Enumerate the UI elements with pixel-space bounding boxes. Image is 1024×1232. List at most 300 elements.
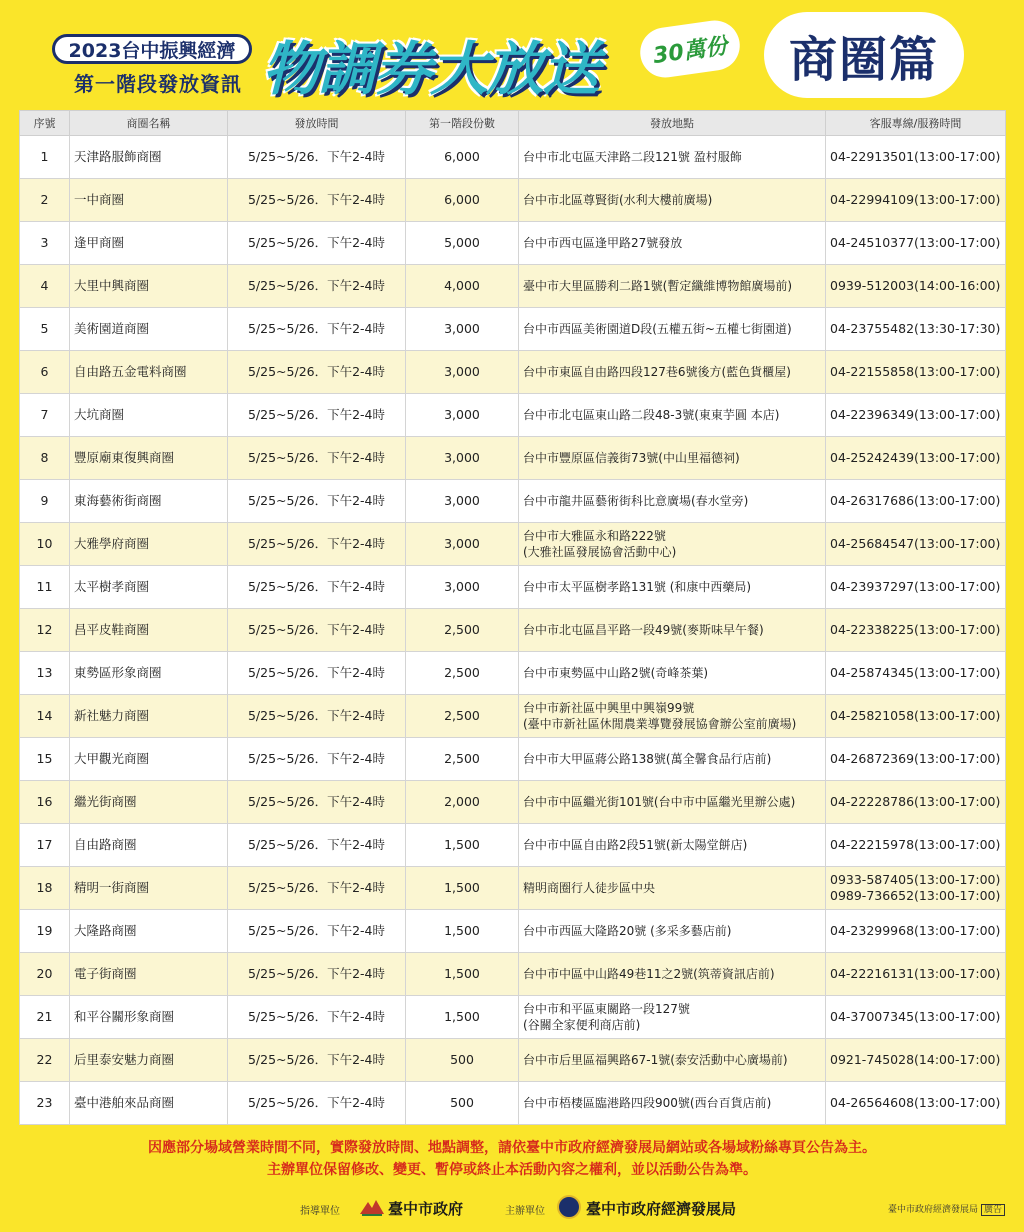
cell-time: [228, 781, 406, 824]
table-row: [20, 179, 1006, 222]
cell-phone-text: 04-22994109(13:00-17:00): [830, 192, 1001, 207]
cell-phone-text: 0989-736652(13:00-17:00): [830, 888, 1001, 903]
cell-qty: [406, 910, 519, 953]
cell-no-text: 7: [40, 407, 49, 422]
header: [0, 0, 1024, 108]
cell-address: [519, 781, 826, 824]
table-row: [20, 910, 1006, 953]
cell-qty: [406, 265, 519, 308]
cell-address: [519, 566, 826, 609]
cell-time-text: 5/25~5/26．下午2-4時: [247, 794, 386, 809]
cell-no-text: 11: [36, 579, 53, 594]
col-header-name: 商圈名稱: [70, 111, 228, 136]
cell-address: [519, 523, 826, 566]
table-row: [20, 609, 1006, 652]
col-header-no: 序號: [20, 111, 70, 136]
distribution-table: [19, 110, 1006, 1125]
cell-no-text: 13: [36, 665, 53, 680]
cell-phone-text: 04-23937297(13:00-17:00): [830, 579, 1001, 594]
cell-phone: [826, 351, 1006, 394]
cell-no-text: 4: [40, 278, 49, 293]
cell-no-text: 23: [36, 1095, 53, 1110]
cell-name-text: 東海藝術街商圈: [74, 493, 162, 508]
cell-name-text: 自由路五金電料商圈: [74, 364, 187, 379]
cell-phone: [826, 136, 1006, 179]
cell-name-text: 東勢區形象商圈: [74, 665, 162, 680]
cell-no-text: 1: [40, 149, 49, 164]
cell-no: [20, 910, 70, 953]
cell-time: [228, 136, 406, 179]
cell-time: [228, 910, 406, 953]
cell-address: [519, 308, 826, 351]
cell-address: [519, 1082, 826, 1125]
cell-phone-text: 04-25684547(13:00-17:00): [830, 536, 1001, 551]
cell-name-text: 豐原廟東復興商圈: [74, 450, 175, 465]
cell-address: [519, 222, 826, 265]
cell-phone: [826, 308, 1006, 351]
cell-qty: [406, 738, 519, 781]
cell-name: [70, 652, 228, 695]
cell-qty: [406, 566, 519, 609]
cell-no: [20, 867, 70, 910]
cell-no: [20, 1082, 70, 1125]
cell-phone-text: 04-22338225(13:00-17:00): [830, 622, 1001, 637]
cell-no-text: 10: [36, 536, 53, 551]
cell-time: [228, 308, 406, 351]
cell-name-text: 精明一街商圈: [74, 880, 150, 895]
table-row: [20, 996, 1006, 1039]
cell-qty-text: 3,000: [444, 493, 480, 508]
ad-credit-org: 臺中市政府經濟發展局: [888, 1205, 979, 1215]
table-row: [20, 652, 1006, 695]
cell-no: [20, 953, 70, 996]
cell-no: [20, 136, 70, 179]
cell-address-text: 台中市中區繼光街101號(台中市中區繼光里辦公處): [523, 795, 796, 809]
economic-bureau-logo-icon: [557, 1195, 581, 1219]
subtitle: 第一階段發放資訊: [74, 72, 242, 96]
cell-qty: [406, 437, 519, 480]
table-row: [20, 867, 1006, 910]
cell-qty-text: 3,000: [444, 579, 480, 594]
cell-phone: [826, 652, 1006, 695]
cell-address-text: 台中市梧棲區臨港路四段900號(西台百貨店前): [523, 1096, 772, 1110]
cell-phone: [826, 566, 1006, 609]
cell-time: [228, 609, 406, 652]
cell-phone: [826, 394, 1006, 437]
cell-qty: [406, 1082, 519, 1125]
cell-address: [519, 480, 826, 523]
cell-address: [519, 910, 826, 953]
cell-qty-text: 3,000: [444, 536, 480, 551]
cell-phone: [826, 824, 1006, 867]
cell-qty-text: 3,000: [444, 450, 480, 465]
cell-address-text: 台中市大甲區蔣公路138號(萬全馨食品行店前): [523, 752, 772, 766]
cell-name: [70, 179, 228, 222]
cell-time-text: 5/25~5/26．下午2-4時: [247, 450, 386, 465]
table-row: [20, 308, 1006, 351]
cell-phone-text: 04-22215978(13:00-17:00): [830, 837, 1001, 852]
cell-qty-text: 2,500: [444, 708, 480, 723]
cell-qty-text: 5,000: [444, 235, 480, 250]
host-label: 主辦單位: [505, 1206, 545, 1217]
ad-badge: 廣告: [981, 1204, 1005, 1216]
cell-address-text: 台中市和平區東關路一段127號: [523, 1002, 690, 1016]
cell-no-text: 9: [40, 493, 49, 508]
cell-no-text: 16: [36, 794, 53, 809]
main-title: 物調券大放送: [262, 35, 599, 103]
cell-name-text: 大坑商圈: [74, 407, 125, 422]
cell-qty: [406, 824, 519, 867]
cell-time-text: 5/25~5/26．下午2-4時: [247, 364, 386, 379]
cell-no-text: 22: [36, 1052, 53, 1067]
table-row: [20, 523, 1006, 566]
cell-no: [20, 523, 70, 566]
cell-no-text: 2: [40, 192, 49, 207]
cell-time: [228, 996, 406, 1039]
cell-qty-text: 3,000: [444, 364, 480, 379]
cell-qty: [406, 523, 519, 566]
cell-no: [20, 179, 70, 222]
cell-name: [70, 781, 228, 824]
table-row: [20, 136, 1006, 179]
cell-address: [519, 265, 826, 308]
cell-no: [20, 437, 70, 480]
cell-qty-text: 1,500: [444, 923, 480, 938]
cell-no: [20, 480, 70, 523]
cell-address-text: 台中市中區中山路49巷11之2號(筑蒂資訊店前): [523, 967, 775, 981]
cell-time: [228, 652, 406, 695]
cell-time: [228, 738, 406, 781]
cell-time: [228, 867, 406, 910]
cell-address: [519, 738, 826, 781]
cell-qty: [406, 867, 519, 910]
cell-time: [228, 480, 406, 523]
cell-phone: [826, 996, 1006, 1039]
cell-qty-text: 3,000: [444, 321, 480, 336]
cell-phone: [826, 867, 1006, 910]
cell-name-text: 繼光街商圈: [74, 794, 137, 809]
cell-name: [70, 996, 228, 1039]
cell-address-text: (臺中市新社區休閒農業導覽發展協會辦公室前廣場): [523, 717, 797, 731]
cell-no: [20, 609, 70, 652]
cell-name-text: 大里中興商圈: [74, 278, 150, 293]
cell-name-text: 電子街商圈: [74, 966, 137, 981]
cell-name: [70, 136, 228, 179]
cell-time-text: 5/25~5/26．下午2-4時: [247, 278, 386, 293]
cell-address: [519, 1039, 826, 1082]
cell-phone: [826, 222, 1006, 265]
cell-address-text: 台中市北區尊賢街(水利大樓前廣場): [523, 193, 713, 207]
cell-time: [228, 394, 406, 437]
table-row: [20, 824, 1006, 867]
cell-name-text: 后里泰安魅力商圈: [74, 1052, 175, 1067]
cell-address: [519, 695, 826, 738]
cell-phone-text: 04-25874345(13:00-17:00): [830, 665, 1001, 680]
cell-address-text: 台中市新社區中興里中興嶺99號: [523, 701, 695, 715]
cell-address-text: 精明商圈行人徒步區中央: [523, 881, 656, 895]
table-body: [20, 136, 1006, 1125]
cell-no: [20, 308, 70, 351]
cell-qty: [406, 1039, 519, 1082]
cell-name: [70, 1039, 228, 1082]
cell-no-text: 19: [36, 923, 53, 938]
cell-no-text: 8: [40, 450, 49, 465]
taichung-gov-logo-icon: [358, 1196, 386, 1218]
cell-time: [228, 265, 406, 308]
cell-phone-text: 04-26564608(13:00-17:00): [830, 1095, 1001, 1110]
cell-qty: [406, 609, 519, 652]
cell-no-text: 21: [36, 1009, 53, 1024]
cell-phone-text: 04-25242439(13:00-17:00): [830, 450, 1001, 465]
cell-qty-text: 500: [450, 1095, 474, 1110]
cell-no: [20, 652, 70, 695]
cell-name-text: 逢甲商圈: [74, 235, 125, 250]
cell-address: [519, 953, 826, 996]
cell-no: [20, 824, 70, 867]
cell-qty-text: 4,000: [444, 278, 480, 293]
cell-qty-text: 6,000: [444, 192, 480, 207]
cell-no-text: 20: [36, 966, 53, 981]
cell-name: [70, 910, 228, 953]
cell-name: [70, 953, 228, 996]
cell-qty: [406, 179, 519, 222]
cell-name: [70, 566, 228, 609]
notice-line-1: 因應部分場域營業時間不同，實際發放時間、地點調整，請依臺中市政府經濟發展局網站或各場域粉絲專頁公告為主。: [148, 1140, 876, 1156]
cell-time-text: 5/25~5/26．下午2-4時: [247, 665, 386, 680]
cell-name: [70, 308, 228, 351]
notice: [0, 1137, 1024, 1181]
table-row: [20, 738, 1006, 781]
cell-name-text: 臺中港舶來品商圈: [74, 1095, 175, 1110]
footer: [0, 1192, 1024, 1224]
cell-no-text: 3: [40, 235, 49, 250]
cell-time: [228, 1039, 406, 1082]
cell-time: [228, 695, 406, 738]
cell-no: [20, 738, 70, 781]
col-header-phone: 客服專線/服務時間: [826, 111, 1006, 136]
cell-name-text: 大甲觀光商圈: [74, 751, 150, 766]
cell-time-text: 5/25~5/26．下午2-4時: [247, 192, 386, 207]
table-row: [20, 265, 1006, 308]
cell-name: [70, 265, 228, 308]
table-header-row: [20, 111, 1006, 136]
cell-phone-text: 0921-745028(14:00-17:00): [830, 1052, 1001, 1067]
cell-address-text: 台中市東勢區中山路2號(奇峰茶葉): [523, 666, 708, 680]
cell-address: [519, 652, 826, 695]
cell-address: [519, 824, 826, 867]
cell-phone-text: 0933-587405(13:00-17:00): [830, 872, 1001, 887]
notice-line-2: 主辦單位保留修改、變更、暫停或終止本活動內容之權利，並以活動公告為準。: [267, 1162, 757, 1178]
cell-time-text: 5/25~5/26．下午2-4時: [247, 622, 386, 637]
cell-qty: [406, 480, 519, 523]
cell-name-text: 美術園道商圈: [74, 321, 150, 336]
cell-name: [70, 695, 228, 738]
cell-phone: [826, 609, 1006, 652]
cell-phone-text: 04-23299968(13:00-17:00): [830, 923, 1001, 938]
cell-phone: [826, 1039, 1006, 1082]
cell-no: [20, 996, 70, 1039]
cell-name-text: 自由路商圈: [74, 837, 137, 852]
cell-time-text: 5/25~5/26．下午2-4時: [247, 923, 386, 938]
cell-name: [70, 738, 228, 781]
table-row: [20, 953, 1006, 996]
cell-phone-text: 04-25821058(13:00-17:00): [830, 708, 1001, 723]
cell-address-text: 台中市西屯區逢甲路27號發放: [523, 236, 683, 250]
cell-address: [519, 867, 826, 910]
cell-address: [519, 394, 826, 437]
cell-qty-text: 1,500: [444, 966, 480, 981]
cell-no: [20, 394, 70, 437]
cell-address-text: 台中市龍井區藝術街科比意廣場(春水堂旁): [523, 494, 749, 508]
cell-no: [20, 1039, 70, 1082]
cell-qty: [406, 781, 519, 824]
cell-name: [70, 222, 228, 265]
table-row: [20, 695, 1006, 738]
cell-qty: [406, 351, 519, 394]
cell-time-text: 5/25~5/26．下午2-4時: [247, 1052, 386, 1067]
cell-name-text: 大雅學府商圈: [74, 536, 150, 551]
cell-qty-text: 2,500: [444, 622, 480, 637]
cell-name: [70, 523, 228, 566]
cell-qty: [406, 222, 519, 265]
cell-qty-text: 6,000: [444, 149, 480, 164]
cell-time-text: 5/25~5/26．下午2-4時: [247, 880, 386, 895]
cell-time-text: 5/25~5/26．下午2-4時: [247, 1095, 386, 1110]
cell-phone: [826, 265, 1006, 308]
cell-time-text: 5/25~5/26．下午2-4時: [247, 1009, 386, 1024]
cell-phone: [826, 695, 1006, 738]
cell-phone-text: 04-22913501(13:00-17:00): [830, 149, 1001, 164]
cell-name: [70, 394, 228, 437]
guide-org: 臺中市政府: [388, 1200, 464, 1218]
cell-time: [228, 437, 406, 480]
table-row: [20, 781, 1006, 824]
cell-time-text: 5/25~5/26．下午2-4時: [247, 407, 386, 422]
cell-name-text: 新社魅力商圈: [74, 708, 150, 723]
cell-time: [228, 1082, 406, 1125]
cell-phone-text: 04-22216131(13:00-17:00): [830, 966, 1001, 981]
cell-address-text: 台中市西區美術園道D段(五權五街~五權七街園道): [523, 322, 792, 336]
cell-time-text: 5/25~5/26．下午2-4時: [247, 536, 386, 551]
cell-phone: [826, 480, 1006, 523]
cell-phone: [826, 523, 1006, 566]
cell-time: [228, 351, 406, 394]
cell-no-text: 12: [36, 622, 53, 637]
cell-phone-text: 0939-512003(14:00-16:00): [830, 278, 1001, 293]
cell-no-text: 14: [36, 708, 53, 723]
cell-time-text: 5/25~5/26．下午2-4時: [247, 493, 386, 508]
cell-phone: [826, 781, 1006, 824]
cell-qty-text: 1,500: [444, 1009, 480, 1024]
table-row: [20, 1039, 1006, 1082]
cell-no: [20, 222, 70, 265]
cell-qty-text: 500: [450, 1052, 474, 1067]
section-title: 商圈篇: [764, 12, 964, 98]
cell-address-text: (大雅社區發展協會活動中心): [523, 545, 677, 559]
cell-qty: [406, 695, 519, 738]
cell-qty-text: 3,000: [444, 407, 480, 422]
col-header-time: 發放時間: [228, 111, 406, 136]
cell-name: [70, 609, 228, 652]
cell-phone: [826, 437, 1006, 480]
cell-time-text: 5/25~5/26．下午2-4時: [247, 579, 386, 594]
cell-time-text: 5/25~5/26．下午2-4時: [247, 149, 386, 164]
table-row: [20, 566, 1006, 609]
cell-phone-text: 04-22396349(13:00-17:00): [830, 407, 1001, 422]
cell-name-text: 太平樹孝商圈: [74, 579, 150, 594]
cell-name: [70, 351, 228, 394]
ad-credit: [888, 1202, 1005, 1215]
cell-address-text: 台中市大雅區永和路222號: [523, 529, 666, 543]
cell-name-text: 一中商圈: [74, 192, 125, 207]
cell-name: [70, 867, 228, 910]
cell-time-text: 5/25~5/26．下午2-4時: [247, 235, 386, 250]
cell-time: [228, 222, 406, 265]
cell-phone: [826, 738, 1006, 781]
guide-label: 指導單位: [300, 1206, 340, 1217]
cell-no-text: 18: [36, 880, 53, 895]
cell-address: [519, 351, 826, 394]
cell-address-text: (谷關全家便利商店前): [523, 1018, 641, 1032]
cell-address: [519, 996, 826, 1039]
col-header-qty: 第一階段份數: [406, 111, 519, 136]
cell-name: [70, 824, 228, 867]
cell-qty-text: 2,000: [444, 794, 480, 809]
cell-no: [20, 566, 70, 609]
cell-qty: [406, 394, 519, 437]
cell-qty-text: 1,500: [444, 837, 480, 852]
cell-phone-text: 04-24510377(13:00-17:00): [830, 235, 1001, 250]
cell-time-text: 5/25~5/26．下午2-4時: [247, 321, 386, 336]
cell-phone-text: 04-22155858(13:00-17:00): [830, 364, 1001, 379]
cell-address-text: 臺中市大里區勝利二路1號(暫定纖維博物館廣場前): [523, 279, 792, 293]
cell-time-text: 5/25~5/26．下午2-4時: [247, 837, 386, 852]
cell-no: [20, 265, 70, 308]
cell-qty-text: 2,500: [444, 751, 480, 766]
cell-phone: [826, 953, 1006, 996]
table-row: [20, 351, 1006, 394]
cell-name-text: 和平谷關形象商圈: [74, 1009, 175, 1024]
year-pill: 2023台中振興經濟: [52, 34, 252, 64]
cell-no-text: 15: [36, 751, 53, 766]
cell-qty-text: 2,500: [444, 665, 480, 680]
cell-name: [70, 1082, 228, 1125]
cell-phone: [826, 910, 1006, 953]
cell-phone-text: 04-26317686(13:00-17:00): [830, 493, 1001, 508]
cell-name-text: 天津路服飾商圈: [74, 149, 162, 164]
cell-address: [519, 136, 826, 179]
cell-name-text: 昌平皮鞋商圈: [74, 622, 150, 637]
cell-qty: [406, 652, 519, 695]
cell-no: [20, 351, 70, 394]
cell-address-text: 台中市太平區樹孝路131號 (和康中西藥局): [523, 580, 752, 594]
cell-qty: [406, 996, 519, 1039]
distribution-table-container: [19, 110, 1005, 1125]
cell-address: [519, 437, 826, 480]
cell-qty-text: 1,500: [444, 880, 480, 895]
cell-time-text: 5/25~5/26．下午2-4時: [247, 708, 386, 723]
cell-address-text: 台中市東區自由路四段127巷6號後方(藍色貨櫃屋): [523, 365, 791, 379]
cell-phone-text: 04-26872369(13:00-17:00): [830, 751, 1001, 766]
cell-time: [228, 566, 406, 609]
cell-name-text: 大隆路商圈: [74, 923, 137, 938]
cell-time-text: 5/25~5/26．下午2-4時: [247, 751, 386, 766]
table-row: [20, 437, 1006, 480]
table-row: [20, 1082, 1006, 1125]
cell-address-text: 台中市豐原區信義街73號(中山里福德祠): [523, 451, 740, 465]
cell-no-text: 6: [40, 364, 49, 379]
cell-address: [519, 609, 826, 652]
